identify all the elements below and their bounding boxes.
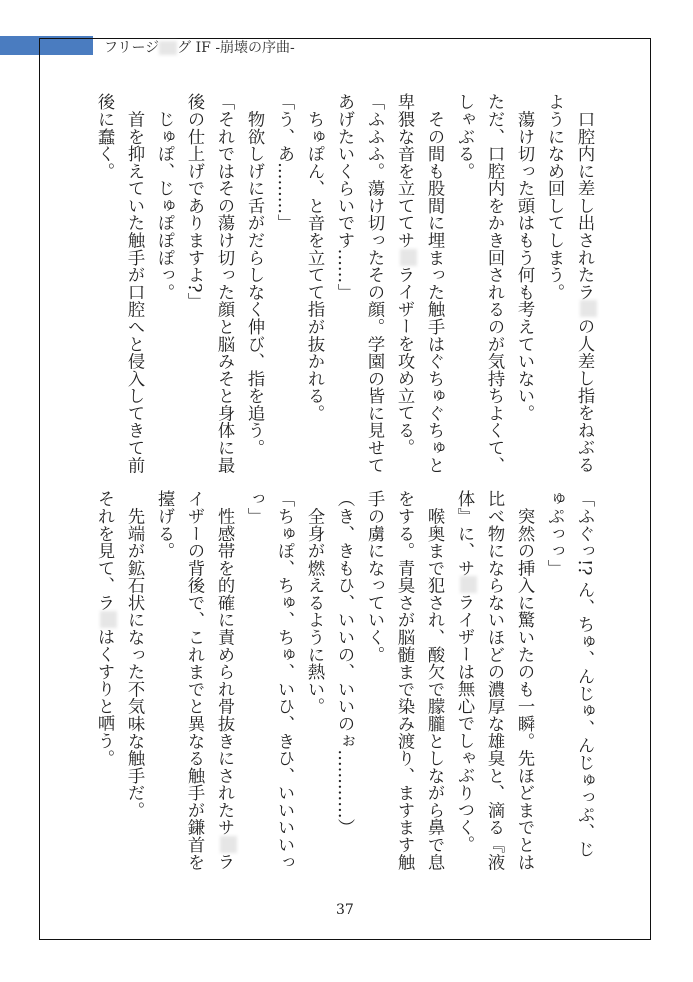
redacted-blur: [580, 300, 597, 317]
text-line: 喉奥まで犯され、酸欠で朦朧としながら鼻で息: [424, 490, 444, 871]
redacted-blur: [400, 249, 417, 266]
redacted-blur: [159, 41, 177, 55]
text-line: ようになめ回してしまう。: [544, 93, 564, 301]
redacted-blur: [220, 836, 237, 853]
text-block-upper: [89, 93, 599, 483]
text-line: その間も股間に埋まった触手はぐちゅぐちゅと: [424, 93, 444, 474]
text-line: 擡げる。: [154, 490, 174, 560]
text-line: ゅぷっっ」: [544, 490, 564, 577]
text-line: 先端が鉱石状になった不気味な触手だ。: [124, 490, 144, 819]
text-line: 全身が燃えるように熱い。: [304, 490, 324, 715]
text-line: 「それではその蕩け切った顔と脳みそと身体に最: [214, 93, 234, 474]
text-line: 「ちゅぽ、ちゅ、ちゅ、いひ、きひ、いいいいっ: [274, 490, 294, 871]
text-line: じゅぽ、じゅぽぽぽっ。: [154, 93, 174, 301]
redacted-blur: [100, 611, 117, 628]
text-line: 卑猥な音を立ててサライザーを攻め立てる。: [389, 93, 419, 483]
text-line: 首を抑えていた触手が口腔へと侵入してきて前: [124, 93, 144, 474]
text-line: （き、きもひ、いいの、いいのぉ…………）: [334, 490, 354, 836]
text-line: あげたいくらいです……」: [334, 93, 354, 301]
text-line: 蕩け切った頭はもう何も考えていない。: [514, 93, 534, 422]
redacted-blur: [460, 576, 477, 593]
text-line: 手の虜になっていく。: [364, 490, 384, 663]
text-line: ただ、口腔内をかき回されるのが気持ちよくて、: [484, 93, 504, 474]
text-line: 後に蠢く。: [94, 93, 114, 180]
text-line: 「ふぐっ!? ん、ちゅ、んじゅ、んじゅっぷ、じ: [574, 490, 594, 858]
text-line: 物欲しげに舌がだらしなく伸び、指を追う。: [244, 93, 264, 457]
text-line: 後の仕上げでありますよ?」: [184, 93, 204, 310]
text-line: 「う、あ………」: [274, 93, 294, 232]
text-line: イザーの背後で、これまでと異なる触手が鎌首を: [184, 490, 204, 871]
text-line: 突然の挿入に驚いたのも一瞬。先ほどまでとは: [514, 490, 534, 871]
text-line: ちゅぽん、と音を立てて指が抜かれる。: [304, 93, 324, 422]
text-line: っ」: [244, 490, 264, 525]
text-line: それを見て、ラはくすりと哂う。: [89, 490, 119, 880]
text-line: 体』に、サライザーは無心でしゃぶりつく。: [449, 490, 479, 880]
text-block-lower: [89, 490, 599, 880]
text-line: をする。青臭さが脳髄まで染み渡り、ますます触: [394, 490, 414, 871]
text-line: 口腔内に差し出されたラの人差し指をねぶる: [569, 93, 599, 483]
text-line: 性感帯を的確に責められ骨抜きにされたサラ: [209, 490, 239, 880]
running-header: フリージ グ IF -崩壊の序曲-: [104, 40, 295, 56]
text-line: 比べ物にならないほどの濃厚な雄臭と、滴る『液: [484, 490, 504, 871]
text-line: しゃぶる。: [454, 93, 474, 180]
text-line: 「ふふふ。蕩け切ったその顔。学園の皆に見せて: [364, 93, 384, 474]
page-number: 37: [336, 902, 354, 918]
